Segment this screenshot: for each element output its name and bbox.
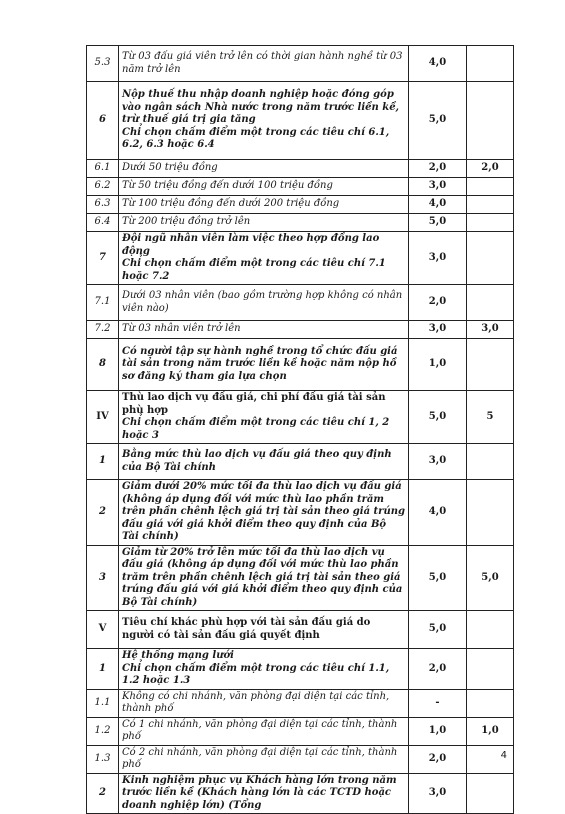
row-number-text: 6.3 xyxy=(94,198,111,210)
table-row xyxy=(87,285,514,321)
criteria-text: Nộp thuế thu nhập doanh nghiệp hoặc đóng góp vào ngân sách Nhà nước trong năm trước liền kề, trừ thuế giá trị gia tăng xyxy=(122,89,400,126)
table-row xyxy=(87,46,514,82)
scoring-table-body xyxy=(87,46,514,814)
max-points-cell xyxy=(409,160,467,178)
row-number xyxy=(87,717,119,745)
row-number-text: 1.3 xyxy=(94,752,111,764)
table-row xyxy=(87,649,514,690)
criteria-cell xyxy=(119,480,409,546)
awarded-score-cell xyxy=(467,196,514,214)
row-number xyxy=(87,649,119,690)
row-number-text: 7 xyxy=(99,251,106,263)
awarded-score: 5 xyxy=(486,410,494,422)
row-number-text: 3 xyxy=(99,571,106,583)
row-number xyxy=(87,232,119,285)
table-row xyxy=(87,178,514,196)
row-number-text: 1.2 xyxy=(94,724,111,736)
awarded-score-cell xyxy=(467,391,514,444)
criteria-cell xyxy=(119,196,409,214)
row-number xyxy=(87,444,119,480)
criteria-text: Từ 03 nhân viên trở lên xyxy=(122,323,241,335)
criteria-cell xyxy=(119,745,409,773)
row-number xyxy=(87,773,119,814)
criteria-cell xyxy=(119,689,409,717)
awarded-score-cell xyxy=(467,649,514,690)
row-number xyxy=(87,321,119,339)
criteria-cell xyxy=(119,214,409,232)
criteria-cell xyxy=(119,232,409,285)
max-points-cell xyxy=(409,611,467,649)
page-number: 4 xyxy=(500,750,507,761)
criteria-text: Dưới 50 triệu đồng xyxy=(122,162,218,174)
table-row xyxy=(87,196,514,214)
row-number-text: 7.1 xyxy=(94,296,111,308)
row-number xyxy=(87,611,119,649)
criteria-text: Từ 50 triệu đồng đến dưới 100 triệu đồng xyxy=(122,180,333,192)
awarded-score-cell xyxy=(467,717,514,745)
criteria-cell xyxy=(119,773,409,814)
awarded-score-cell xyxy=(467,339,514,391)
row-number-text: 6 xyxy=(99,114,106,126)
awarded-score-cell xyxy=(467,611,514,649)
awarded-score-cell xyxy=(467,773,514,814)
row-number xyxy=(87,689,119,717)
row-number xyxy=(87,160,119,178)
row-number-text: V xyxy=(98,623,107,635)
awarded-score: 3,0 xyxy=(481,323,499,335)
criteria-text: Bằng mức thù lao dịch vụ đấu giá theo quy định của Bộ Tài chính xyxy=(122,449,392,473)
max-points: 3,0 xyxy=(428,180,447,192)
max-points: 5,0 xyxy=(428,114,447,126)
row-number xyxy=(87,545,119,611)
table-row xyxy=(87,689,514,717)
criteria-cell xyxy=(119,649,409,690)
max-points-cell xyxy=(409,689,467,717)
criteria-cell xyxy=(119,160,409,178)
criteria-text: Từ 200 triệu đồng trở lên xyxy=(122,216,251,228)
table-row xyxy=(87,214,514,232)
table-row xyxy=(87,717,514,745)
table-row xyxy=(87,232,514,285)
criteria-text: Giảm dưới 20% mức tối đa thù lao dịch vụ đấu giá (không áp dụng đối với mức thù lao phần trăm trên phần chênh lệch giá trị tài sản theo giá trúng đấu giá với giá khởi điểm theo quy định của Bộ Tài chính) xyxy=(122,481,405,542)
max-points: 3,0 xyxy=(428,787,447,798)
max-points-cell xyxy=(409,46,467,82)
row-number xyxy=(87,214,119,232)
table-row xyxy=(87,480,514,546)
criteria-text: Có người tập sự hành nghề trong tổ chức đấu giá tài sản trong năm trước liền kề hoặc năm nộp hồ sơ đăng ký tham gia lựa chọn xyxy=(122,345,398,382)
criteria-cell xyxy=(119,178,409,196)
max-points: 2,0 xyxy=(428,662,447,674)
criteria-text: Có 2 chi nhánh, văn phòng đại diện tại các tỉnh, thành phố xyxy=(122,746,398,770)
criteria-note: Chỉ chọn chấm điểm một trong các tiêu chí 1, 2 hoặc 3 xyxy=(122,417,390,441)
awarded-score-cell xyxy=(467,178,514,196)
max-points-cell xyxy=(409,391,467,444)
row-number-text: IV xyxy=(96,410,109,422)
row-number xyxy=(87,285,119,321)
row-number xyxy=(87,339,119,391)
max-points: 5,0 xyxy=(428,623,447,635)
max-points-cell xyxy=(409,214,467,232)
criteria-text: Giảm từ 20% trở lên mức tối đa thù lao dịch vụ đấu giá (không áp dụng đối với mức thù lao phần trăm trên phần chênh lệch giá trị tài sản theo giá trúng đấu giá với giá khởi điểm theo quy định của Bộ Tài chính) xyxy=(122,546,403,608)
max-points-cell xyxy=(409,649,467,690)
awarded-score-cell xyxy=(467,46,514,82)
awarded-score-cell xyxy=(467,689,514,717)
criteria-cell xyxy=(119,545,409,611)
row-number-text: 6.4 xyxy=(94,216,111,228)
criteria-cell xyxy=(119,717,409,745)
max-points-cell xyxy=(409,82,467,160)
row-number xyxy=(87,46,119,82)
max-points: 4,0 xyxy=(428,57,447,69)
awarded-score-cell xyxy=(467,160,514,178)
max-points: 3,0 xyxy=(428,455,447,467)
criteria-text: Đội ngũ nhân viên làm việc theo hợp đồng lao động xyxy=(122,233,380,257)
criteria-cell xyxy=(119,285,409,321)
table-row xyxy=(87,745,514,773)
max-points: 4,0 xyxy=(428,506,447,517)
criteria-cell xyxy=(119,391,409,444)
max-points-cell xyxy=(409,717,467,745)
table-row xyxy=(87,82,514,160)
table-row xyxy=(87,321,514,339)
awarded-score-cell xyxy=(467,82,514,160)
criteria-cell xyxy=(119,82,409,160)
max-points-cell xyxy=(409,773,467,814)
criteria-cell xyxy=(119,321,409,339)
row-number xyxy=(87,391,119,444)
awarded-score-cell xyxy=(467,480,514,546)
max-points-cell xyxy=(409,232,467,285)
criteria-text: Thù lao dịch vụ đấu giá, chi phí đấu giá tài sản phù hợp xyxy=(122,392,386,416)
max-points-cell xyxy=(409,178,467,196)
row-number-text: 2 xyxy=(99,787,106,798)
max-points: 3,0 xyxy=(428,251,447,263)
row-number xyxy=(87,178,119,196)
row-number xyxy=(87,82,119,160)
table-row xyxy=(87,339,514,391)
awarded-score-cell xyxy=(467,285,514,321)
table-row xyxy=(87,611,514,649)
criteria-note: Chỉ chọn chấm điểm một trong các tiêu chí 7.1 hoặc 7.2 xyxy=(122,258,386,282)
table-row xyxy=(87,773,514,814)
scoring-table xyxy=(86,45,514,814)
row-number-text: 1 xyxy=(99,455,106,467)
criteria-cell xyxy=(119,339,409,391)
max-points: 2,0 xyxy=(428,752,447,764)
max-points-cell xyxy=(409,285,467,321)
row-number-text: 6.1 xyxy=(94,162,111,174)
criteria-text: Không có chi nhánh, văn phòng đại diện tại các tỉnh, thành phố xyxy=(122,690,390,714)
max-points-cell xyxy=(409,480,467,546)
max-points: 4,0 xyxy=(428,198,447,210)
row-number xyxy=(87,196,119,214)
awarded-score: 1,0 xyxy=(481,724,499,736)
row-number-text: 1.1 xyxy=(94,696,111,708)
criteria-text: Có 1 chi nhánh, văn phòng đại diện tại các tỉnh, thành phố xyxy=(122,718,398,742)
max-points: - xyxy=(435,696,440,708)
criteria-text: Từ 100 triệu đồng đến dưới 200 triệu đồng xyxy=(122,198,340,210)
row-number-text: 2 xyxy=(99,506,106,517)
criteria-cell xyxy=(119,46,409,82)
row-number xyxy=(87,480,119,546)
criteria-cell xyxy=(119,444,409,480)
row-number-text: 6.2 xyxy=(94,180,111,192)
max-points: 3,0 xyxy=(428,323,447,335)
max-points-cell xyxy=(409,444,467,480)
table-row xyxy=(87,160,514,178)
max-points: 2,0 xyxy=(428,296,447,308)
row-number-text: 8 xyxy=(99,358,106,370)
awarded-score: 5,0 xyxy=(481,571,499,583)
max-points-cell xyxy=(409,545,467,611)
row-number-text: 7.2 xyxy=(94,323,111,335)
max-points-cell xyxy=(409,745,467,773)
awarded-score-cell xyxy=(467,321,514,339)
row-number-text: 5.3 xyxy=(94,57,111,69)
max-points-cell xyxy=(409,196,467,214)
criteria-cell xyxy=(119,611,409,649)
criteria-note: Chỉ chọn chấm điểm một trong các tiêu chí 6.1, 6.2, 6.3 hoặc 6.4 xyxy=(122,126,390,151)
table-row xyxy=(87,391,514,444)
max-points: 5,0 xyxy=(428,216,447,228)
criteria-note: Chỉ chọn chấm điểm một trong các tiêu chí 1.1, 1.2 hoặc 1.3 xyxy=(122,662,390,686)
max-points: 1,0 xyxy=(428,724,447,736)
max-points-cell xyxy=(409,321,467,339)
max-points: 2,0 xyxy=(428,162,447,174)
table-row xyxy=(87,545,514,611)
criteria-text: Từ 03 đấu giá viên trở lên có thời gian hành nghề từ 03 năm trở lên xyxy=(122,51,403,75)
awarded-score-cell xyxy=(467,214,514,232)
criteria-text: Hệ thống mạng lưới xyxy=(122,650,234,661)
row-number xyxy=(87,745,119,773)
row-number-text: 1 xyxy=(99,662,106,674)
awarded-score-cell xyxy=(467,444,514,480)
criteria-text: Dưới 03 nhân viên (bao gồm trường hợp không có nhân viên nào) xyxy=(122,290,403,314)
max-points: 1,0 xyxy=(428,358,447,370)
max-points-cell xyxy=(409,339,467,391)
awarded-score: 2,0 xyxy=(481,162,499,174)
awarded-score-cell xyxy=(467,545,514,611)
criteria-text: Tiêu chí khác phù hợp với tài sản đấu giá do người có tài sản đấu giá quyết định xyxy=(122,617,371,641)
max-points: 5,0 xyxy=(428,410,447,422)
criteria-text: Kinh nghiệm phục vụ Khách hàng lớn trong năm trước liền kề (Khách hàng lớn là các TCTD hoặc doanh nghiệp lớn) (Tổng xyxy=(122,774,397,811)
awarded-score-cell xyxy=(467,232,514,285)
table-row xyxy=(87,444,514,480)
max-points: 5,0 xyxy=(428,571,447,583)
